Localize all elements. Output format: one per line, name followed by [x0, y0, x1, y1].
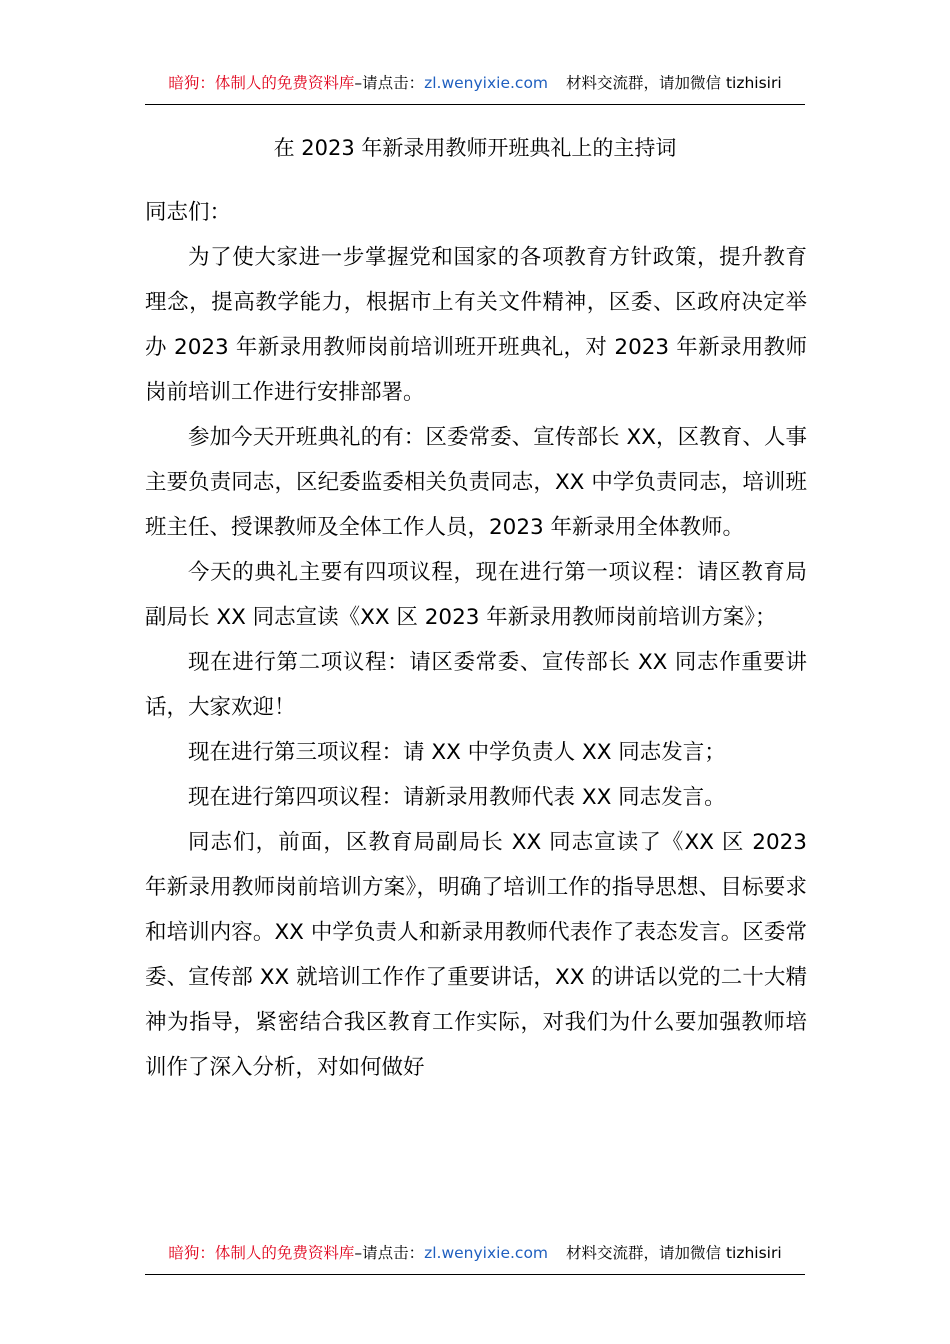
footer-banner	[145, 1240, 805, 1275]
paragraph: 今天的典礼主要有四项议程，现在进行第一项议程：请区教育局副局长 XX 同志宣读《XX 区 2023 年新录用教师岗前培训方案》；	[145, 560, 807, 630]
footer-group-text: 材料交流群，请加微信 tizhisiri	[566, 1244, 782, 1262]
footer-brand-text: 暗狗：体制人的免费资料库	[168, 1244, 355, 1262]
header-cta-text: –请点击：	[354, 74, 425, 92]
salutation: 同志们：	[145, 200, 232, 225]
header-link[interactable]: zl.wenyixie.com	[424, 74, 549, 92]
paragraph: 同志们，前面，区教育局副局长 XX 同志宣读了《XX 区 2023 年新录用教师岗前培训方案》，明确了培训工作的指导思想、目标要求和培训内容。XX 中学负责人和新录用教师代表作了表态发言。区委常委、宣传部 XX 就培训工作作了重要讲话，XX 的讲话以党的二十大精神为指导，紧密结合我区教育工作实际，对我们为什么要加强教师培训作了深入分析，对如何做好	[145, 830, 807, 1080]
document-body	[145, 190, 807, 1090]
header-banner	[145, 70, 805, 105]
paragraph: 现在进行第二项议程：请区委常委、宣传部长 XX 同志作重要讲话，大家欢迎！	[145, 650, 807, 720]
document-title: 在 2023 年新录用教师开班典礼上的主持词	[273, 136, 677, 160]
paragraph: 现在进行第三项议程：请 XX 中学负责人 XX 同志发言；	[188, 740, 726, 765]
header-brand-text: 暗狗：体制人的免费资料库	[168, 74, 355, 92]
header-group-text: 材料交流群，请加微信 tizhisiri	[566, 74, 782, 92]
paragraph: 参加今天开班典礼的有：区委常委、宣传部长 XX，区教育、人事主要负责同志，区纪委监委相关负责同志，XX 中学负责同志，培训班班主任、授课教师及全体工作人员，2023 年新录用全体教师。	[145, 425, 807, 540]
footer-cta-text: –请点击：	[354, 1244, 425, 1262]
paragraph: 现在进行第四项议程：请新录用教师代表 XX 同志发言。	[188, 785, 726, 810]
footer-link[interactable]: zl.wenyixie.com	[424, 1244, 549, 1262]
paragraph: 为了使大家进一步掌握党和国家的各项教育方针政策，提升教育理念，提高教学能力，根据市上有关文件精神，区委、区政府决定举办 2023 年新录用教师岗前培训班开班典礼，对 2023 年新录用教师岗前培训工作进行安排部署。	[145, 245, 807, 405]
